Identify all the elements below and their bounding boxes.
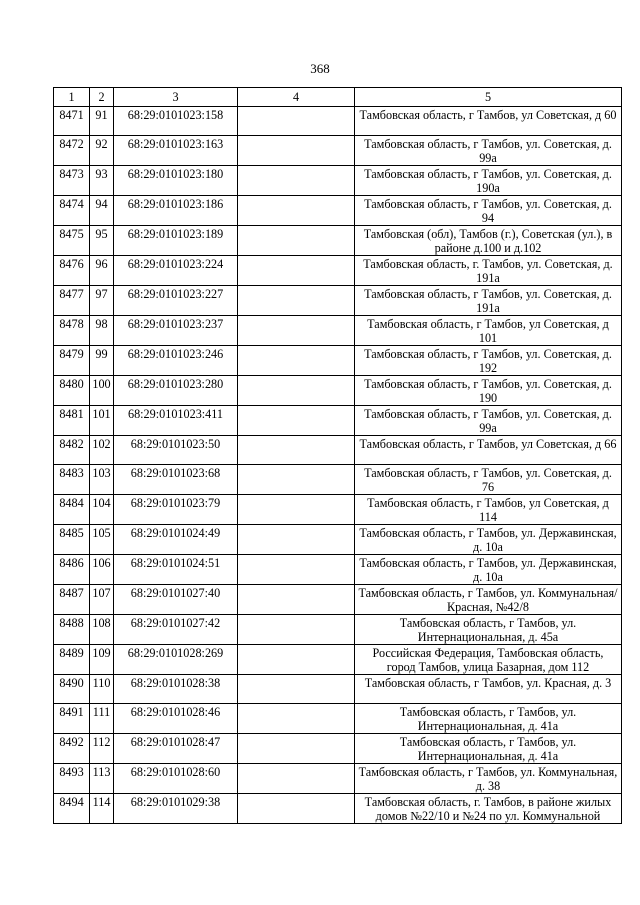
cadastral-number-cell: 68:29:0101023:163 [114, 136, 238, 166]
table-row [54, 406, 622, 436]
table-body [54, 107, 622, 824]
column-4-cell [238, 406, 355, 436]
cadastral-number-cell: 68:29:0101023:411 [114, 406, 238, 436]
table-header [54, 88, 622, 107]
cadastral-number-cell: 68:29:0101023:68 [114, 465, 238, 495]
column-4-cell [238, 286, 355, 316]
cadastral-number-cell: 68:29:0101023:158 [114, 107, 238, 136]
table-row [54, 196, 622, 226]
cadastral-number-cell: 68:29:0101024:51 [114, 555, 238, 585]
address-cell: Тамбовская область, г. Тамбов, ул. Советская, д. 191а [355, 256, 622, 286]
address-cell: Тамбовская (обл), Тамбов (г.), Советская (ул.), в районе д.100 и д.102 [355, 226, 622, 256]
row-index-cell: 112 [90, 734, 114, 764]
address-cell: Тамбовская область, г Тамбов, ул. Советская, д. 192 [355, 346, 622, 376]
table-row [54, 764, 622, 794]
column-4-cell [238, 525, 355, 555]
column-4-cell [238, 107, 355, 136]
column-4-cell [238, 465, 355, 495]
cadastral-number-cell: 68:29:0101023:186 [114, 196, 238, 226]
address-cell: Тамбовская область, г Тамбов, ул. Советская, д. 76 [355, 465, 622, 495]
row-number-cell: 8474 [54, 196, 90, 226]
address-cell: Тамбовская область, г Тамбов, ул. Державинская, д. 10а [355, 525, 622, 555]
table-row [54, 525, 622, 555]
address-cell: Тамбовская область, г Тамбов, ул Советская, д 101 [355, 316, 622, 346]
row-index-cell: 114 [90, 794, 114, 824]
row-index-cell: 95 [90, 226, 114, 256]
cadastral-number-cell: 68:29:0101023:50 [114, 436, 238, 465]
cadastral-number-cell: 68:29:0101028:46 [114, 704, 238, 734]
page-number: 368 [310, 61, 330, 76]
address-cell: Тамбовская область, г Тамбов, ул Советская, д 66 [355, 436, 622, 465]
table-row [54, 436, 622, 465]
row-number-cell: 8485 [54, 525, 90, 555]
row-index-cell: 96 [90, 256, 114, 286]
column-4-cell [238, 226, 355, 256]
row-number-cell: 8478 [54, 316, 90, 346]
address-cell: Тамбовская область, г Тамбов, ул. Советская, д. 191а [355, 286, 622, 316]
row-index-cell: 102 [90, 436, 114, 465]
column-4-cell [238, 316, 355, 346]
row-number-cell: 8491 [54, 704, 90, 734]
row-number-cell: 8493 [54, 764, 90, 794]
column-4-cell [238, 585, 355, 615]
row-index-cell: 92 [90, 136, 114, 166]
column-4-cell [238, 675, 355, 704]
row-index-cell: 106 [90, 555, 114, 585]
row-index-cell: 101 [90, 406, 114, 436]
column-4-cell [238, 196, 355, 226]
row-number-cell: 8472 [54, 136, 90, 166]
column-4-cell [238, 436, 355, 465]
column-4-cell [238, 166, 355, 196]
table-row [54, 316, 622, 346]
row-number-cell: 8482 [54, 436, 90, 465]
cadastral-number-cell: 68:29:0101028:60 [114, 764, 238, 794]
row-index-cell: 110 [90, 675, 114, 704]
row-number-cell: 8477 [54, 286, 90, 316]
address-cell: Тамбовская область, г Тамбов, ул. Советская, д. 190а [355, 166, 622, 196]
row-number-cell: 8486 [54, 555, 90, 585]
row-number-cell: 8471 [54, 107, 90, 136]
row-index-cell: 105 [90, 525, 114, 555]
row-index-cell: 109 [90, 645, 114, 675]
cadastral-number-cell: 68:29:0101023:180 [114, 166, 238, 196]
table-row [54, 346, 622, 376]
cadastral-number-cell: 68:29:0101028:269 [114, 645, 238, 675]
address-cell: Тамбовская область, г Тамбов, ул. Советская, д. 190 [355, 376, 622, 406]
cadastral-number-cell: 68:29:0101027:40 [114, 585, 238, 615]
row-index-cell: 104 [90, 495, 114, 525]
table-row [54, 585, 622, 615]
row-index-cell: 108 [90, 615, 114, 645]
cadastral-number-cell: 68:29:0101023:224 [114, 256, 238, 286]
table-row [54, 555, 622, 585]
address-cell: Тамбовская область, г Тамбов, ул. Советская, д. 94 [355, 196, 622, 226]
row-index-cell: 94 [90, 196, 114, 226]
table-row [54, 675, 622, 704]
row-number-cell: 8487 [54, 585, 90, 615]
address-cell: Тамбовская область, г Тамбов, ул. Советская, д. 99а [355, 406, 622, 436]
column-4-cell [238, 704, 355, 734]
table-row [54, 734, 622, 764]
address-cell: Тамбовская область, г Тамбов, ул. Советская, д. 99а [355, 136, 622, 166]
address-cell: Тамбовская область, г Тамбов, ул. Интернациональная, д. 41а [355, 734, 622, 764]
row-number-cell: 8488 [54, 615, 90, 645]
registry-table [53, 87, 622, 824]
table-row [54, 107, 622, 136]
row-index-cell: 111 [90, 704, 114, 734]
column-4-cell [238, 136, 355, 166]
table-row [54, 465, 622, 495]
column-header-1: 1 [54, 88, 90, 107]
table-row [54, 645, 622, 675]
column-header-2: 2 [90, 88, 114, 107]
row-index-cell: 107 [90, 585, 114, 615]
table-row [54, 615, 622, 645]
row-number-cell: 8484 [54, 495, 90, 525]
table-row [54, 226, 622, 256]
cadastral-number-cell: 68:29:0101028:47 [114, 734, 238, 764]
table-row [54, 136, 622, 166]
table-row [54, 286, 622, 316]
column-4-cell [238, 734, 355, 764]
cadastral-number-cell: 68:29:0101023:189 [114, 226, 238, 256]
table-row [54, 256, 622, 286]
row-number-cell: 8494 [54, 794, 90, 824]
column-4-cell [238, 555, 355, 585]
row-number-cell: 8473 [54, 166, 90, 196]
row-index-cell: 99 [90, 346, 114, 376]
row-index-cell: 93 [90, 166, 114, 196]
address-cell: Тамбовская область, г. Тамбов, в районе жилых домов №22/10 и №24 по ул. Коммунальной [355, 794, 622, 824]
column-4-cell [238, 764, 355, 794]
address-cell: Тамбовская область, г Тамбов, ул. Интернациональная, д. 45а [355, 615, 622, 645]
cadastral-number-cell: 68:29:0101023:227 [114, 286, 238, 316]
table-row [54, 794, 622, 824]
row-index-cell: 97 [90, 286, 114, 316]
cadastral-number-cell: 68:29:0101029:38 [114, 794, 238, 824]
column-header-4: 4 [238, 88, 355, 107]
table-row [54, 704, 622, 734]
row-number-cell: 8480 [54, 376, 90, 406]
cadastral-number-cell: 68:29:0101023:79 [114, 495, 238, 525]
row-index-cell: 103 [90, 465, 114, 495]
column-4-cell [238, 376, 355, 406]
column-4-cell [238, 645, 355, 675]
column-header-5: 5 [355, 88, 622, 107]
cadastral-number-cell: 68:29:0101023:246 [114, 346, 238, 376]
row-number-cell: 8479 [54, 346, 90, 376]
column-4-cell [238, 256, 355, 286]
row-number-cell: 8476 [54, 256, 90, 286]
row-number-cell: 8475 [54, 226, 90, 256]
address-cell: Тамбовская область, г Тамбов, ул. Интернациональная, д. 41а [355, 704, 622, 734]
table-row [54, 495, 622, 525]
cadastral-number-cell: 68:29:0101023:237 [114, 316, 238, 346]
row-index-cell: 91 [90, 107, 114, 136]
column-4-cell [238, 794, 355, 824]
address-cell: Тамбовская область, г Тамбов, ул. Коммунальная, д. 38 [355, 764, 622, 794]
row-index-cell: 100 [90, 376, 114, 406]
row-number-cell: 8492 [54, 734, 90, 764]
cadastral-number-cell: 68:29:0101024:49 [114, 525, 238, 555]
cadastral-number-cell: 68:29:0101023:280 [114, 376, 238, 406]
address-cell: Тамбовская область, г Тамбов, ул Советская, д 60 [355, 107, 622, 136]
address-cell: Тамбовская область, г Тамбов, ул. Державинская, д. 10а [355, 555, 622, 585]
column-4-cell [238, 495, 355, 525]
column-4-cell [238, 615, 355, 645]
address-cell: Тамбовская область, г Тамбов, ул. Красная, д. 3 [355, 675, 622, 704]
cadastral-number-cell: 68:29:0101027:42 [114, 615, 238, 645]
row-number-cell: 8489 [54, 645, 90, 675]
address-cell: Российская Федерация, Тамбовская область, город Тамбов, улица Базарная, дом 112 [355, 645, 622, 675]
cadastral-number-cell: 68:29:0101028:38 [114, 675, 238, 704]
row-number-cell: 8483 [54, 465, 90, 495]
address-cell: Тамбовская область, г Тамбов, ул Советская, д 114 [355, 495, 622, 525]
row-index-cell: 113 [90, 764, 114, 794]
table-row [54, 376, 622, 406]
row-number-cell: 8481 [54, 406, 90, 436]
table-row [54, 166, 622, 196]
column-header-3: 3 [114, 88, 238, 107]
row-number-cell: 8490 [54, 675, 90, 704]
column-4-cell [238, 346, 355, 376]
address-cell: Тамбовская область, г Тамбов, ул. Коммунальная/Красная, №42/8 [355, 585, 622, 615]
row-index-cell: 98 [90, 316, 114, 346]
